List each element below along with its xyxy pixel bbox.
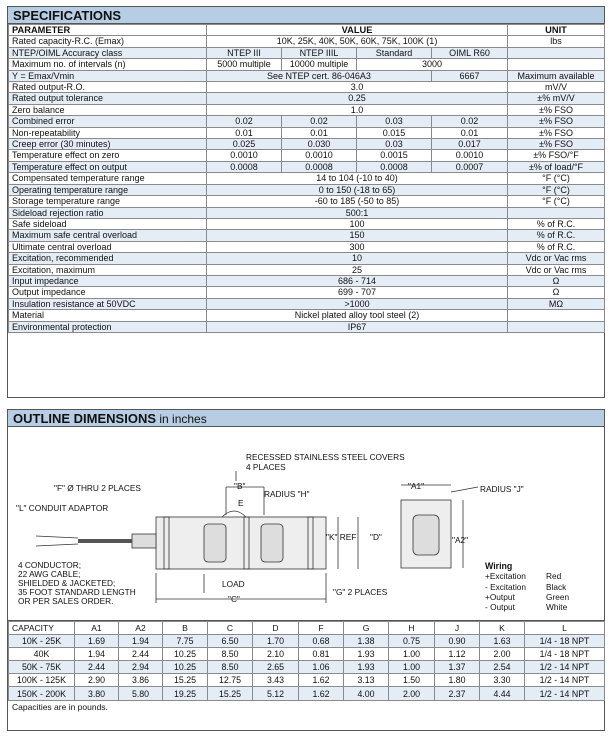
dimensions-cell: 4.44 xyxy=(480,687,525,700)
spec-value: NTEP III xyxy=(207,47,282,58)
dimensions-header: G xyxy=(344,622,389,635)
spec-unit: Vdc or Vac rms xyxy=(508,253,605,264)
spec-value: 0.02 xyxy=(432,116,508,127)
dimensions-cell: 2.44 xyxy=(119,648,163,661)
spec-unit: °F (°C) xyxy=(508,184,605,195)
radius-h-label: RADIUS "H" xyxy=(264,489,310,499)
dimensions-cell: 8.50 xyxy=(208,661,253,674)
spec-row xyxy=(9,150,605,161)
spec-row xyxy=(9,184,605,195)
spec-unit: ±% of load/°F xyxy=(508,161,605,172)
spec-value: NTEP IIIL xyxy=(282,47,357,58)
g-places-label: "G" 2 PLACES xyxy=(333,587,388,597)
spec-unit: ±% FSO xyxy=(508,139,605,150)
radius-j-label: RADIUS "J" xyxy=(480,484,524,494)
dimensions-row xyxy=(9,674,605,687)
spec-unit: °F (°C) xyxy=(508,196,605,207)
dimensions-row xyxy=(9,635,605,648)
spec-value: IP67 xyxy=(207,321,508,332)
dimensions-header: A1 xyxy=(75,622,119,635)
spec-parameter: Maximum no. of intervals (n) xyxy=(9,59,207,70)
spec-unit: MΩ xyxy=(508,298,605,309)
spec-row xyxy=(9,47,605,58)
spec-unit xyxy=(508,47,605,58)
wire-color: Green xyxy=(546,591,570,602)
spec-parameter: Ultimate central overload xyxy=(9,241,207,252)
spec-unit: ±% FSO/°F xyxy=(508,150,605,161)
dimensions-header: C xyxy=(208,622,253,635)
spec-parameter: Safe sideload xyxy=(9,218,207,229)
a1-dimension-label: "A1" xyxy=(408,481,425,491)
cable-spec-3: SHIELDED & JACKETED; xyxy=(18,578,116,588)
spec-parameter: Zero balance xyxy=(9,104,207,115)
spec-parameter: Operating temperature range xyxy=(9,184,207,195)
wiring-title: Wiring xyxy=(485,561,513,571)
spec-parameter: NTEP/OIML Accuracy class xyxy=(9,47,207,58)
spec-value: 699 - 707 xyxy=(207,287,508,298)
dimensions-row xyxy=(9,661,605,674)
spec-row xyxy=(9,241,605,252)
spec-row xyxy=(9,298,605,309)
spec-value: 0.01 xyxy=(282,127,357,138)
spec-row xyxy=(9,59,605,70)
b-dimension-label: "B" xyxy=(234,481,246,491)
outline-title xyxy=(8,410,604,427)
dimensions-cell: 3.80 xyxy=(75,687,119,700)
spec-value: Nickel plated alloy tool steel (2) xyxy=(207,310,508,321)
dimensions-cell: 1.94 xyxy=(119,635,163,648)
wire-color: Black xyxy=(546,581,567,592)
spec-value: 0.01 xyxy=(207,127,282,138)
spec-value: 0.030 xyxy=(282,139,357,150)
spec-value: OIML R60 xyxy=(432,47,508,58)
spec-row xyxy=(9,127,605,138)
spec-row xyxy=(9,173,605,184)
dimensions-row xyxy=(9,648,605,661)
specifications-title: SPECIFICATIONS xyxy=(8,7,604,24)
wire-name: +Excitation xyxy=(485,571,526,582)
dimensions-header: CAPACITY xyxy=(9,622,75,635)
dimensions-cell: 0.75 xyxy=(389,635,435,648)
spec-value: 5000 multiple xyxy=(207,59,282,70)
dimensions-cell: 2.10 xyxy=(253,648,299,661)
spec-parameter: Input impedance xyxy=(9,275,207,286)
dimensions-cell: 2.00 xyxy=(389,687,435,700)
outline-diagram xyxy=(8,427,604,621)
spec-row xyxy=(9,82,605,93)
spec-row xyxy=(9,196,605,207)
spec-parameter: Rated capacity-R.C. (Emax) xyxy=(9,36,207,47)
spec-parameter: Storage temperature range xyxy=(9,196,207,207)
dimensions-cell: 1/4 - 18 NPT xyxy=(525,635,605,648)
dimensions-cell: 8.50 xyxy=(208,648,253,661)
spec-value: 0.25 xyxy=(207,93,508,104)
spec-unit xyxy=(508,310,605,321)
spec-value: 0 to 150 (-18 to 65) xyxy=(207,184,508,195)
spec-parameter: Temperature effect on zero xyxy=(9,150,207,161)
spec-value: 3000 xyxy=(357,59,508,70)
value-header: VALUE xyxy=(207,25,508,36)
dimensions-cell: 1.12 xyxy=(435,648,480,661)
dimensions-cell: 1.93 xyxy=(344,661,389,674)
dimensions-cell: 1.70 xyxy=(253,635,299,648)
dimensions-cell: 2.65 xyxy=(253,661,299,674)
dimensions-cell: 1/2 - 14 NPT xyxy=(525,687,605,700)
outline-dimensions-section xyxy=(7,409,605,731)
dimensions-cell: 15.25 xyxy=(163,674,208,687)
spec-unit: Maximum available xyxy=(508,70,605,81)
spec-unit: ±% mV/V xyxy=(508,93,605,104)
spec-unit xyxy=(508,207,605,218)
dimensions-cell: 3.86 xyxy=(119,674,163,687)
spec-value: 0.02 xyxy=(282,116,357,127)
spec-value: 10 xyxy=(207,253,508,264)
spec-parameter: Rated output-R.O. xyxy=(9,82,207,93)
c-dimension-label: "C" xyxy=(228,594,240,604)
spec-value: Standard xyxy=(357,47,432,58)
spec-unit: % of R.C. xyxy=(508,241,605,252)
covers-label: RECESSED STAINLESS STEEL COVERS xyxy=(246,452,405,462)
spec-unit: lbs xyxy=(508,36,605,47)
spec-unit: % of R.C. xyxy=(508,230,605,241)
spec-value: 150 xyxy=(207,230,508,241)
e-dimension-label: E xyxy=(238,498,244,508)
dimensions-cell: 1.37 xyxy=(435,661,480,674)
wire-color: Red xyxy=(546,571,562,582)
dimensions-cell: 1/4 - 18 NPT xyxy=(525,648,605,661)
spec-value: 300 xyxy=(207,241,508,252)
spec-value: 0.0010 xyxy=(282,150,357,161)
spec-unit: Ω xyxy=(508,287,605,298)
spec-value: 1.0 xyxy=(207,104,508,115)
dimensions-cell: 50K - 75K xyxy=(9,661,75,674)
spec-parameter: Sideload rejection ratio xyxy=(9,207,207,218)
dimensions-cell: 1.62 xyxy=(299,687,344,700)
spec-row xyxy=(9,36,605,47)
spec-value: 10K, 25K, 40K, 50K, 60K, 75K, 100K (1) xyxy=(207,36,508,47)
dimensions-cell: 1.00 xyxy=(389,661,435,674)
spec-header-row xyxy=(9,25,605,36)
spec-parameter: Compensated temperature range xyxy=(9,173,207,184)
spec-value: 0.03 xyxy=(357,116,432,127)
spec-value: 500:1 xyxy=(207,207,508,218)
spec-parameter: Non-repeatability xyxy=(9,127,207,138)
dimensions-cell: 3.30 xyxy=(480,674,525,687)
spec-parameter: Maximum safe central overload xyxy=(9,230,207,241)
dimensions-cell: 1.00 xyxy=(389,648,435,661)
spec-value: >1000 xyxy=(207,298,508,309)
cable-spec-4: 35 FOOT STANDARD LENGTH xyxy=(18,587,136,597)
dimensions-cell: 12.75 xyxy=(208,674,253,687)
dimensions-cell: 10.25 xyxy=(163,661,208,674)
dimensions-cell: 2.00 xyxy=(480,648,525,661)
dimensions-cell: 150K - 200K xyxy=(9,687,75,700)
spec-value: 0.0015 xyxy=(357,150,432,161)
spec-value: 0.01 xyxy=(432,127,508,138)
wire-name: +Output xyxy=(485,591,515,602)
dimensions-cell: 1.63 xyxy=(480,635,525,648)
spec-row xyxy=(9,275,605,286)
dimensions-cell: 0.90 xyxy=(435,635,480,648)
wiring-row xyxy=(485,602,569,612)
spec-row xyxy=(9,264,605,275)
spec-value: 10000 multiple xyxy=(282,59,357,70)
spec-unit: % of R.C. xyxy=(508,218,605,229)
spec-value: 0.0010 xyxy=(207,150,282,161)
spec-unit xyxy=(508,321,605,332)
cable-spec-1: 4 CONDUCTOR; xyxy=(18,560,82,570)
spec-value: -60 to 185 (-50 to 85) xyxy=(207,196,508,207)
dimensions-cell: 15.25 xyxy=(208,687,253,700)
spec-value: 0.017 xyxy=(432,139,508,150)
dimensions-header: L xyxy=(525,622,605,635)
spec-value: 100 xyxy=(207,218,508,229)
dimensions-header: H xyxy=(389,622,435,635)
spec-unit: mV/V xyxy=(508,82,605,93)
spec-value: 25 xyxy=(207,264,508,275)
spec-row xyxy=(9,287,605,298)
dimensions-cell: 6.50 xyxy=(208,635,253,648)
dimensions-cell: 2.44 xyxy=(75,661,119,674)
dimensions-header: A2 xyxy=(119,622,163,635)
wiring-legend xyxy=(485,561,569,612)
spec-value: 0.015 xyxy=(357,127,432,138)
dimensions-cell: 3.13 xyxy=(344,674,389,687)
spec-row xyxy=(9,230,605,241)
dimensions-cell: 100K - 125K xyxy=(9,674,75,687)
dimensions-cell: 40K xyxy=(9,648,75,661)
dimensions-cell: 1/2 - 14 NPT xyxy=(525,661,605,674)
dimensions-cell: 1.93 xyxy=(344,648,389,661)
spec-value: 0.02 xyxy=(207,116,282,127)
spec-parameter: Combined error xyxy=(9,116,207,127)
dimensions-cell: 2.94 xyxy=(119,661,163,674)
dimensions-cell: 2.90 xyxy=(75,674,119,687)
spec-row xyxy=(9,70,605,81)
dimensions-cell: 1.94 xyxy=(75,648,119,661)
dimensions-cell: 1.62 xyxy=(299,674,344,687)
spec-unit: Vdc or Vac rms xyxy=(508,264,605,275)
dimensions-cell: 10K - 25K xyxy=(9,635,75,648)
spec-row xyxy=(9,93,605,104)
wire-color: White xyxy=(546,602,568,613)
spec-value: 0.0010 xyxy=(432,150,508,161)
spec-parameter: Excitation, maximum xyxy=(9,264,207,275)
conduit-adaptor-label: "L" CONDUIT ADAPTOR xyxy=(16,503,109,513)
dimensions-cell: 1.38 xyxy=(344,635,389,648)
spec-value: 686 - 714 xyxy=(207,275,508,286)
a2-dimension-label: "A2" xyxy=(452,535,469,545)
spec-parameter: Rated output tolerance xyxy=(9,93,207,104)
spec-value: 0.0008 xyxy=(357,161,432,172)
dimensions-header: F xyxy=(299,622,344,635)
outline-subtitle: in inches xyxy=(156,412,207,426)
spec-unit xyxy=(508,59,605,70)
load-cell-body xyxy=(156,517,326,569)
outline-title-text: OUTLINE DIMENSIONS xyxy=(13,411,157,426)
spec-value: 0.0008 xyxy=(207,161,282,172)
wiring-row xyxy=(485,571,569,581)
wire-name: - Excitation xyxy=(485,581,527,592)
dimensions-cell: 7.75 xyxy=(163,635,208,648)
dimensions-header-row xyxy=(9,622,605,635)
dimensions-footnote: Capacities are in pounds. xyxy=(12,701,108,712)
dimensions-cell: 10.25 xyxy=(163,648,208,661)
dimensions-cell: 1.80 xyxy=(435,674,480,687)
dimensions-header: J xyxy=(435,622,480,635)
dimensions-cell: 1.69 xyxy=(75,635,119,648)
dimensions-header: D xyxy=(253,622,299,635)
dimensions-cell: 3.43 xyxy=(253,674,299,687)
parameter-header: PARAMETER xyxy=(9,25,207,36)
dimensions-cell: 0.68 xyxy=(299,635,344,648)
spec-value: 0.0007 xyxy=(432,161,508,172)
dimensions-cell: 0.81 xyxy=(299,648,344,661)
spec-row xyxy=(9,218,605,229)
dimensions-cell: 4.00 xyxy=(344,687,389,700)
spec-parameter: Output impedance xyxy=(9,287,207,298)
spec-row xyxy=(9,310,605,321)
covers-places-label: 4 PLACES xyxy=(246,462,286,472)
cable-spec-2: 22 AWG CABLE; xyxy=(18,569,81,579)
f-thru-label: "F" Ø THRU 2 PLACES xyxy=(54,483,141,493)
dimensions-cell: 1/2 - 14 NPT xyxy=(525,674,605,687)
wiring-row xyxy=(485,592,569,602)
dimensions-cell: 19.25 xyxy=(163,687,208,700)
d-dimension-label: "D" xyxy=(370,532,382,542)
spec-row xyxy=(9,321,605,332)
spec-value: 3.0 xyxy=(207,82,508,93)
spec-row xyxy=(9,139,605,150)
specifications-table xyxy=(8,24,605,333)
spec-row xyxy=(9,116,605,127)
spec-unit: °F (°C) xyxy=(508,173,605,184)
spec-row xyxy=(9,207,605,218)
wiring-row xyxy=(485,582,569,592)
spec-parameter: Temperature effect on output xyxy=(9,161,207,172)
spec-parameter: Y = Emax/Vmin xyxy=(9,70,207,81)
spec-row xyxy=(9,161,605,172)
dimensions-table xyxy=(8,621,605,701)
dimensions-header: K xyxy=(480,622,525,635)
spec-row xyxy=(9,104,605,115)
dimensions-cell: 1.50 xyxy=(389,674,435,687)
spec-parameter: Insulation resistance at 50VDC xyxy=(9,298,207,309)
dimensions-header: B xyxy=(163,622,208,635)
dimensions-cell: 5.80 xyxy=(119,687,163,700)
spec-unit: ±% FSO xyxy=(508,104,605,115)
unit-header: UNIT xyxy=(508,25,605,36)
spec-value: 6667 xyxy=(432,70,508,81)
specifications-section xyxy=(7,6,605,398)
spec-unit: ±% FSO xyxy=(508,116,605,127)
dimensions-cell: 5.12 xyxy=(253,687,299,700)
spec-value: 0.0008 xyxy=(282,161,357,172)
dimensions-cell: 2.54 xyxy=(480,661,525,674)
spec-parameter: Excitation, recommended xyxy=(9,253,207,264)
spec-row xyxy=(9,253,605,264)
spec-value: 0.025 xyxy=(207,139,282,150)
spec-parameter: Creep error (30 minutes) xyxy=(9,139,207,150)
load-label: LOAD xyxy=(222,579,245,589)
dimensions-cell: 2.37 xyxy=(435,687,480,700)
spec-value: 0.03 xyxy=(357,139,432,150)
dimensions-cell: 1.06 xyxy=(299,661,344,674)
spec-value: See NTEP cert. 86-046A3 xyxy=(207,70,432,81)
dimensions-row xyxy=(9,687,605,700)
spec-unit: Ω xyxy=(508,275,605,286)
cable-spec-5: OR PER SALES ORDER. xyxy=(18,596,114,606)
spec-value: 14 to 104 (-10 to 40) xyxy=(207,173,508,184)
wire-name: - Output xyxy=(485,602,515,613)
spec-parameter: Environmental protection xyxy=(9,321,207,332)
k-ref-label: "K" REF xyxy=(326,532,357,542)
spec-parameter: Material xyxy=(9,310,207,321)
spec-unit: ±% FSO xyxy=(508,127,605,138)
